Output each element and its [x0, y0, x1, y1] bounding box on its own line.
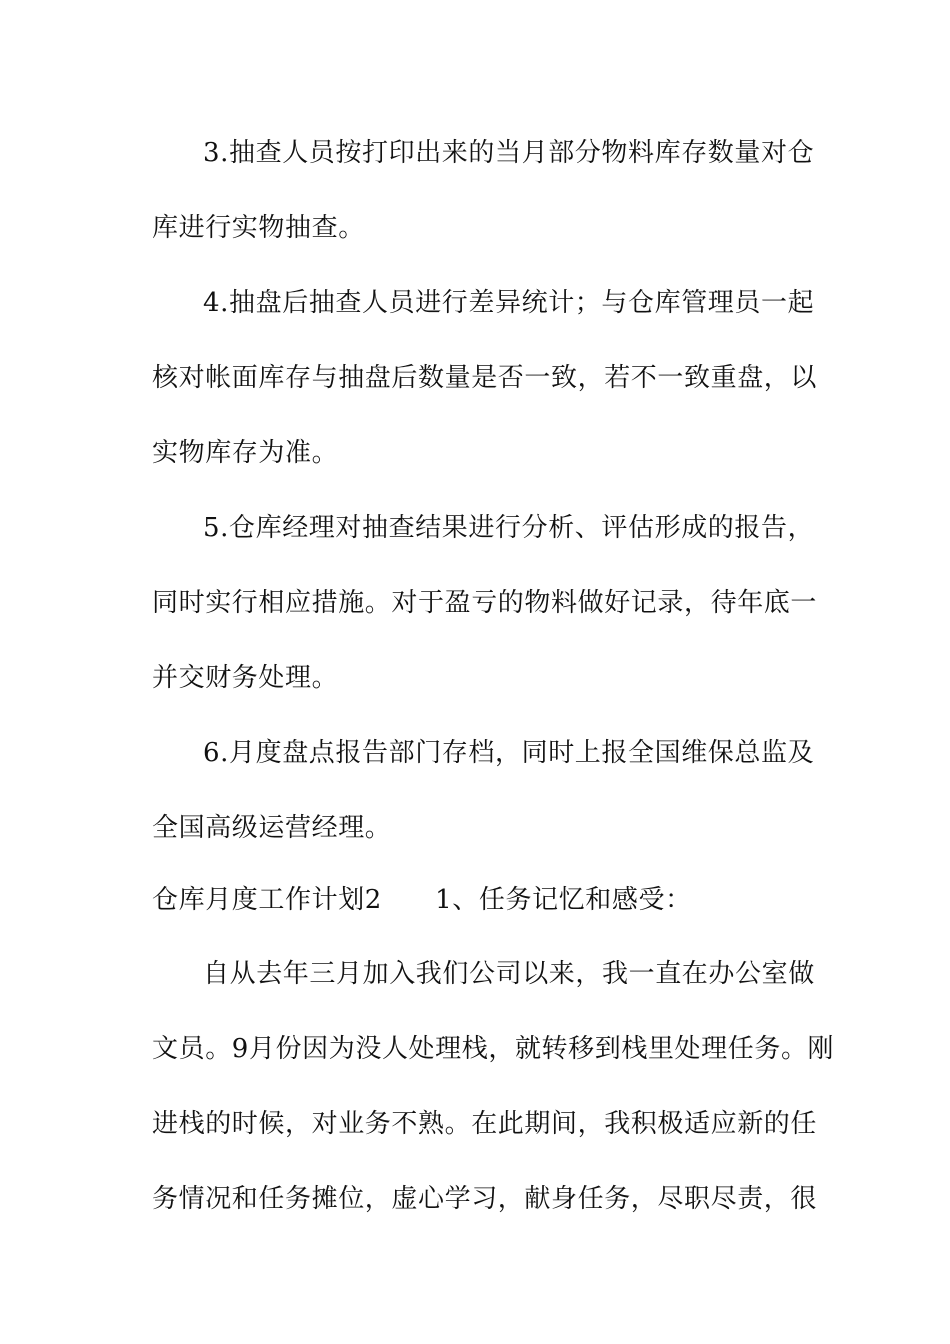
text-line: 文员。9月份因为没人处理栈，就转移到栈里处理任务。刚 — [152, 1034, 835, 1064]
text-line: 进栈的时候，对业务不熟。在此期间，我积极适应新的任 — [152, 1109, 818, 1139]
text-line: 库进行实物抽查。 — [152, 213, 365, 243]
text-line: 实物库存为准。 — [152, 438, 339, 468]
text-line: 并交财务处理。 — [152, 663, 339, 693]
text-line: 核对帐面库存与抽盘后数量是否一致，若不一致重盘，以 — [152, 363, 818, 393]
text-line: 自从去年三月加入我们公司以来，我一直在办公室做 — [203, 959, 815, 989]
text-line: 务情况和任务摊位，虚心学习，献身任务，尽职尽责，很 — [152, 1184, 818, 1214]
text-line: 5.仓库经理对抽查结果进行分析、评估形成的报告， — [203, 513, 815, 543]
text-line: 全国高级运营经理。 — [152, 813, 392, 843]
text-line: 3.抽查人员按打印出来的当月部分物料库存数量对仓 — [203, 138, 815, 168]
text-line: 6.月度盘点报告部门存档，同时上报全国维保总监及 — [203, 738, 815, 768]
text-line: 同时实行相应措施。对于盈亏的物料做好记录，待年底一 — [152, 588, 818, 618]
section-heading-line: 仓库月度工作计划2 1、任务记忆和感受： — [152, 885, 692, 915]
text-line: 4.抽盘后抽查人员进行差异统计；与仓库管理员一起 — [203, 288, 815, 318]
